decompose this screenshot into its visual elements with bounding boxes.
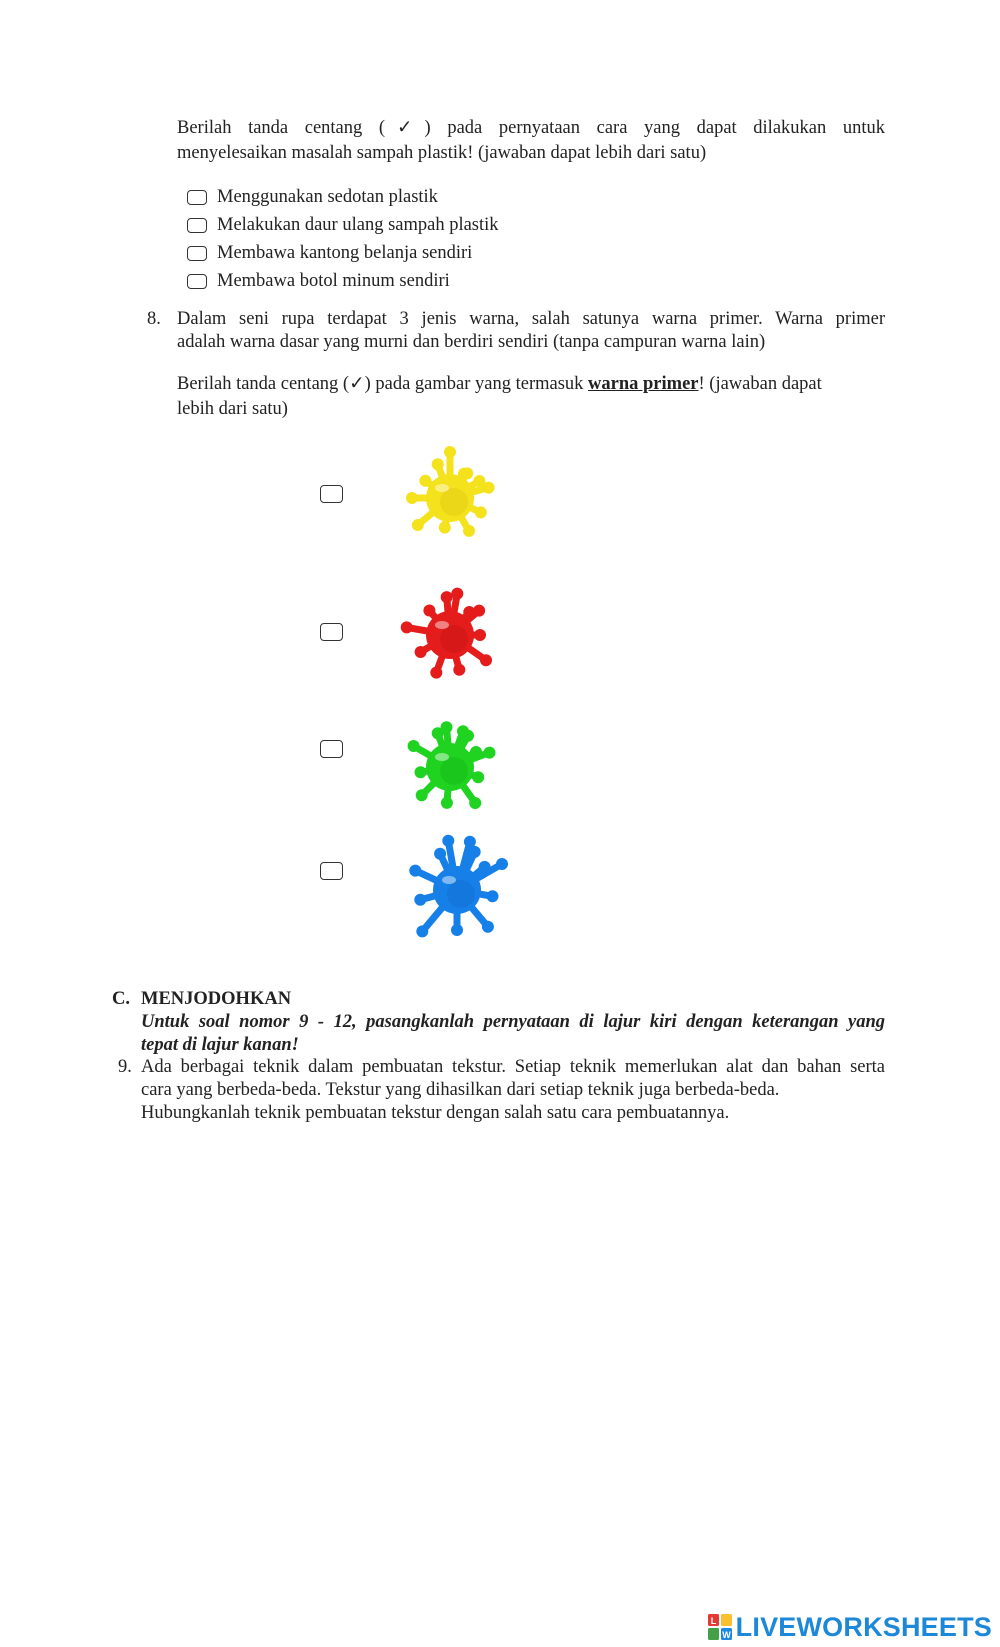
liveworksheets-logo[interactable] <box>707 1612 992 1642</box>
q7-option-1-label: Menggunakan sedotan plastik <box>217 187 438 207</box>
q7-option-4[interactable] <box>187 270 450 292</box>
paint-splash-shape <box>406 446 495 537</box>
section-c-instruction-line-2: tepat di lajur kanan! <box>141 1035 299 1055</box>
q7-instruction-line-2: menyelesaikan masalah sampah plastik! (jawaban dapat lebih dari satu) <box>177 143 707 163</box>
q8-instruction-post: ! (jawaban dapat <box>698 374 822 394</box>
red-paint-splash-icon[interactable] <box>385 580 515 690</box>
paint-splash-shape <box>409 835 508 938</box>
q8-choice-3-checkbox[interactable] <box>320 740 343 758</box>
q8-text-line-1: Dalam seni rupa terdapat 3 jenis warna, salah satunya warna primer. Warna primer <box>177 309 885 329</box>
q8-choice-4-checkbox[interactable] <box>320 862 343 880</box>
q8-choice-2-checkbox[interactable] <box>320 623 343 641</box>
q8-instruction <box>177 372 885 422</box>
section-c-heading <box>112 988 291 1011</box>
q7-option-1[interactable] <box>187 186 438 208</box>
q8-instruction-line-2: lebih dari satu) <box>177 399 288 419</box>
green-paint-splash-icon[interactable] <box>385 715 515 820</box>
q8-instruction-emphasis: warna primer <box>588 374 699 394</box>
q9-text-line-2: cara yang berbeda-beda. Tekstur yang dihasilkan dari setiap teknik juga berbeda-beda. <box>141 1080 780 1100</box>
q7-option-3-checkbox[interactable] <box>187 246 207 261</box>
q8-instruction-pre: Berilah tanda centang (✓) pada gambar yang termasuk <box>177 374 589 394</box>
q8-number: 8. <box>147 309 161 329</box>
q8-text <box>177 308 885 354</box>
yellow-paint-splash-icon[interactable] <box>385 440 515 555</box>
q7-option-3-label: Membawa kantong belanja sendiri <box>217 243 473 263</box>
q7-instruction <box>177 116 885 166</box>
q7-option-3[interactable] <box>187 242 472 264</box>
section-c-title: MENJODOHKAN <box>141 989 292 1009</box>
q8-instruction-line-1 <box>177 372 885 397</box>
liveworksheets-brand-text: LIVEWORKSHEETS <box>735 1611 992 1642</box>
logo-letter-w: W <box>721 1630 731 1640</box>
q7-option-2-label: Melakukan daur ulang sampah plastik <box>217 215 499 235</box>
q8-text-line-2: adalah warna dasar yang murni dan berdiri sendiri (tanpa campuran warna lain) <box>177 332 766 352</box>
q7-option-2[interactable] <box>187 214 499 236</box>
q9-text-line-3: Hubungkanlah teknik pembuatan tekstur dengan salah satu cara pembuatannya. <box>141 1103 730 1123</box>
liveworksheets-logo-icon <box>707 1613 733 1641</box>
logo-letter-l: L <box>710 1616 716 1626</box>
paint-splash-shape <box>408 721 496 809</box>
q9-number: 9. <box>118 1057 132 1077</box>
q7-instruction-line-1: Berilah tanda centang (✓) pada pernyataan cara yang dapat dilakukan untuk <box>177 118 885 138</box>
section-c-instruction <box>141 1011 885 1057</box>
section-c-instruction-line-1: Untuk soal nomor 9 - 12, pasangkanlah pernyataan di lajur kiri dengan keterangan yang <box>141 1012 885 1032</box>
q9-text <box>141 1056 885 1125</box>
q7-option-2-checkbox[interactable] <box>187 218 207 233</box>
section-c-letter: C. <box>112 989 130 1009</box>
paint-splash-shape <box>401 588 492 679</box>
q7-option-4-checkbox[interactable] <box>187 274 207 289</box>
q9-text-line-1: Ada berbagai teknik dalam pembuatan tekstur. Setiap teknik memerlukan alat dan bahan serta <box>141 1057 885 1077</box>
q7-option-1-checkbox[interactable] <box>187 190 207 205</box>
q8-choice-1-checkbox[interactable] <box>320 485 343 503</box>
blue-paint-splash-icon[interactable] <box>390 825 525 955</box>
q7-option-4-label: Membawa botol minum sendiri <box>217 271 450 291</box>
